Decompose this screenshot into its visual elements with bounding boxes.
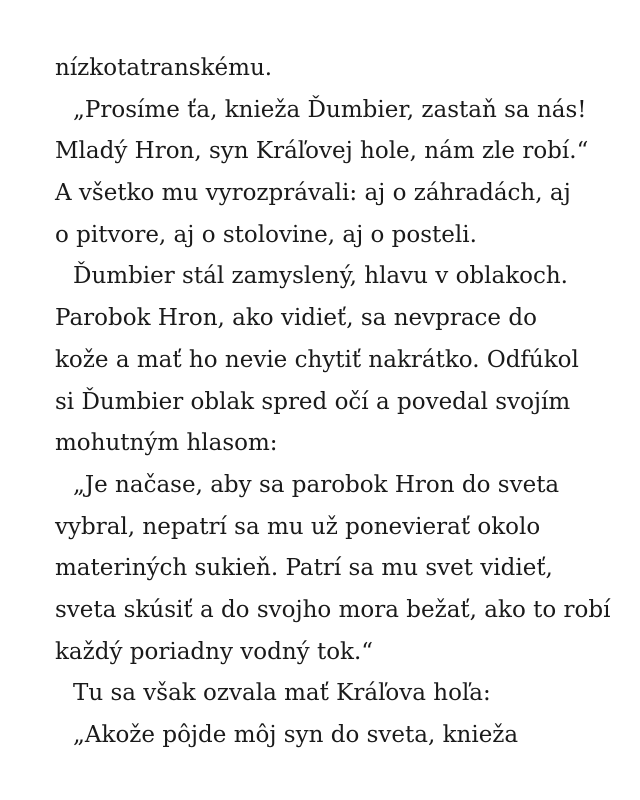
text-line: A všetko mu vyrozprávali: aj o záhradách, aj xyxy=(55,180,571,207)
text-line: nízkotatranskému. xyxy=(55,55,273,81)
text-line: Tu sa však ozvala mať Kráľova hoľa: xyxy=(73,680,491,707)
text-line: o pitvore, aj o stolovine, aj o posteli. xyxy=(55,221,477,248)
body-text xyxy=(55,48,615,757)
text-line: kože a mať ho nevie chytiť nakrátko. Odfúkol xyxy=(55,346,579,373)
text-line: Parobok Hron, ako vidieť, sa nevprace do xyxy=(55,305,537,332)
text-line: „Akože pôjde môj syn do sveta, knieža xyxy=(73,722,519,748)
text-line: mohutným hlasom: xyxy=(55,430,278,457)
text-line: „Je načase, aby sa parobok Hron do sveta xyxy=(73,471,560,498)
text-line: vybral, nepatrí sa mu už ponevierať okolo xyxy=(55,513,541,540)
text-line: materiných sukieň. Patrí sa mu svet vidieť, xyxy=(55,555,553,582)
text-line: Mladý Hron, syn Kráľovej hole, nám zle robí.“ xyxy=(55,138,589,165)
text-line: „Prosíme ťa, knieža Ďumbier, zastaň sa nás! xyxy=(73,96,587,123)
text-line: sveta skúsiť a do svojho mora bežať, ako to robí xyxy=(55,596,611,623)
text-line: Ďumbier stál zamyslený, hlavu v oblakoch. xyxy=(73,263,568,290)
text-line: si Ďumbier oblak spred očí a povedal svojím xyxy=(55,388,571,415)
text-line: každý poriadny vodný tok.“ xyxy=(55,638,374,665)
